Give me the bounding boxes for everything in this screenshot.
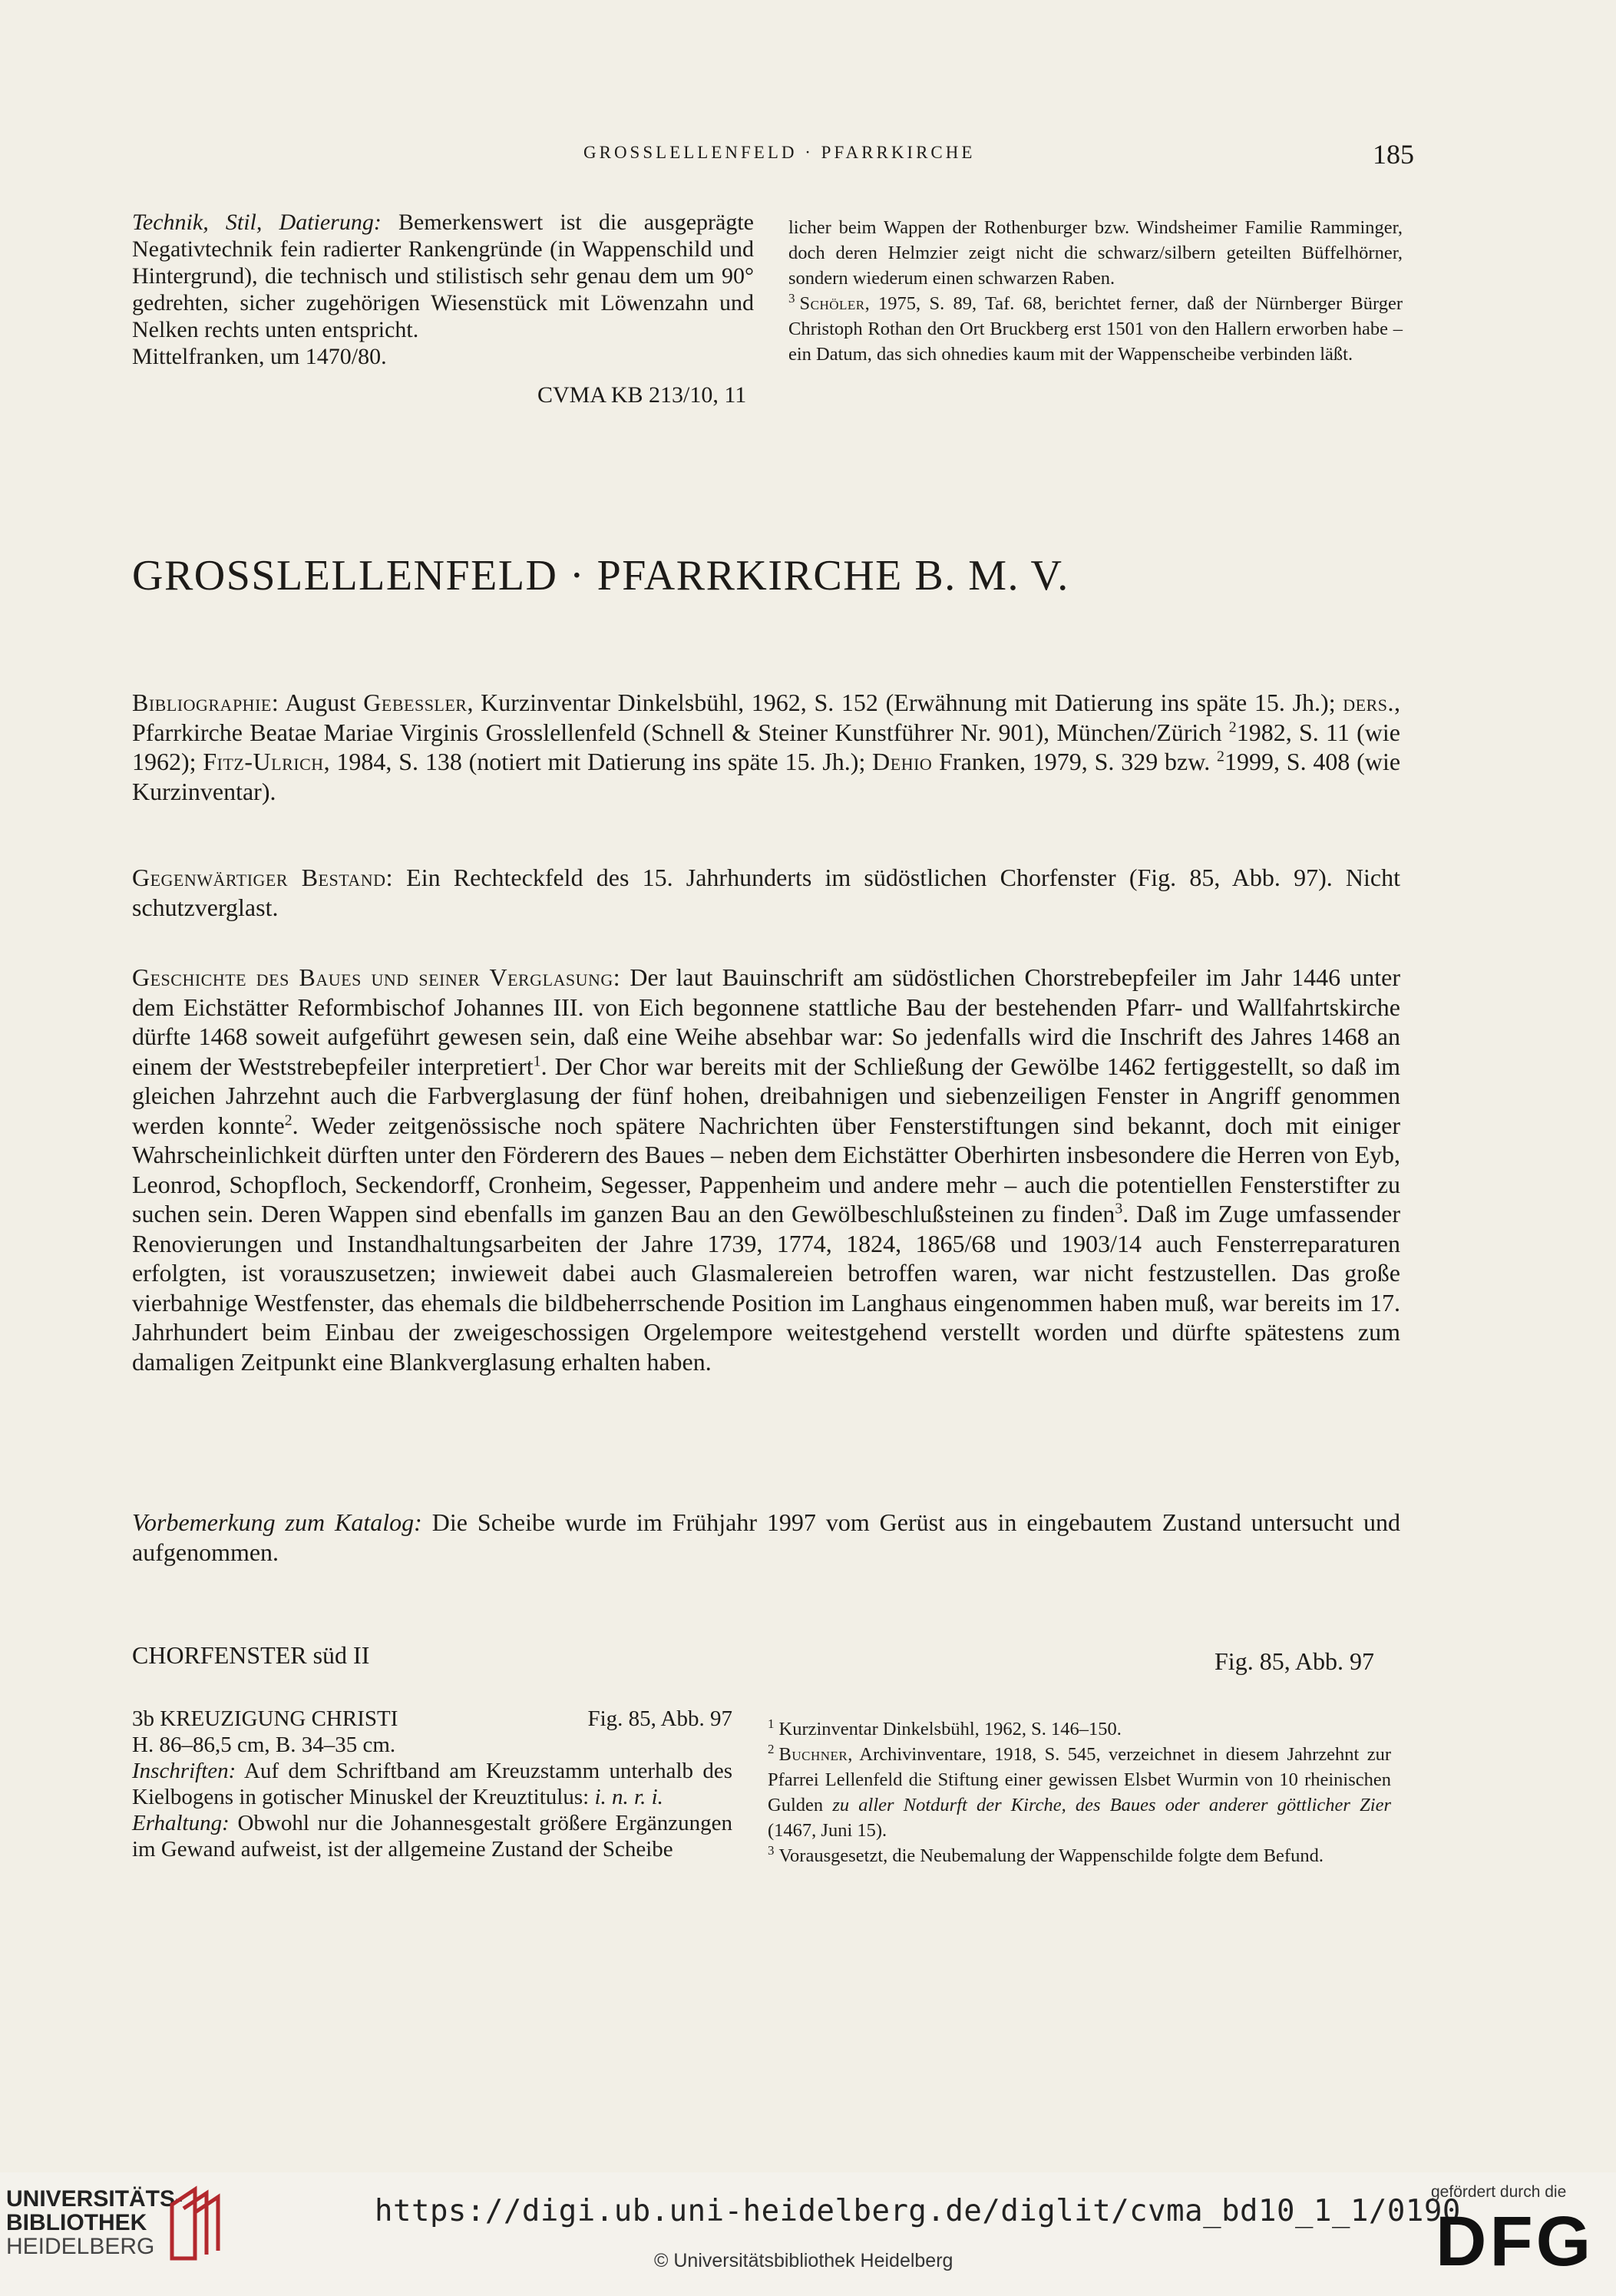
copyright-notice: © Universitätsbibliothek Heidelberg — [654, 2250, 953, 2271]
panel-dimensions: H. 86–86,5 cm, B. 34–35 cm. — [132, 1733, 396, 1757]
bibliography-paragraph: Bibliographie: August Gebessler, Kurzinventar Dinkelsbühl, 1962, S. 152 (Erwähnung mit Datierung ins späte 15. Jh.); ders., Pfarrkirche Beatae Mariae Virginis Grosslellenfeld (Schnell & Steiner Kunstführer Nr. 901), München/Zürich $^2$1982, S. 11 (wie 1962); Fitz-Ulrich, 1984, S. 138 (notiert mit Datierung ins späte 15. Jh.); Dehio Franken, 1979, S. 329 bzw. $^2$1999, S. 408 (wie Kurzinventar). — [132, 689, 1401, 805]
footnote-continuation: licher beim Wappen der Rothenburger bzw. Windsheimer Familie Ramminger, doch deren Helmzier zeigt nicht die schwarz/silbern geteilten Büffelhörner, sondern wiederum einen schwarzen Raben. — [788, 217, 1403, 289]
technik-section — [132, 209, 754, 370]
page-number: 185 — [1373, 139, 1414, 170]
footnote-1: $^1$ Kurzinventar Dinkelsbühl, 1962, S. 146–150. — [768, 1716, 1122, 1739]
panel-figure-reference: Fig. 85, Abb. 97 — [587, 1706, 732, 1731]
panel-title: 3b KREUZIGUNG CHRISTI — [132, 1706, 398, 1731]
dfg-caption: gefördert durch die — [1431, 2183, 1567, 2201]
window-figure-reference: Fig. 85, Abb. 97 — [1214, 1647, 1375, 1675]
dating-text: Mittelfranken, um 1470/80. — [132, 344, 387, 369]
panel-entry — [132, 1706, 732, 1862]
footnote-2: $^2$ Buchner, Archivinventare, 1918, S. 545, verzeichnet in diesem Jahrzehnt zur Pfarrei Lellenfeld die Stiftung einer gewissen Elsbet Wurmin von 10 rheinischen Gulden zu aller Notdurft der Kirche, des Baues oder anderer göttlicher Zier (1467, Juni 15). — [768, 1741, 1391, 1841]
window-heading: CHORFENSTER süd II — [132, 1641, 370, 1669]
technik-text: Bemerkenswert ist die ausgeprägte Negativtechnik fein radierter Rankengründe (in Wappenschild und Hintergrund), die technisch und stilistisch sehr genau dem um 90° gedrehten, sicher zugehörigen Wiesenstück mit Löwenzahn und Nelken rechts unten entspricht. — [132, 210, 754, 342]
ub-heidelberg-wordmark[interactable]: UNIVERSITÄTS- BIBLIOTHEK HEIDELBERG — [6, 2186, 183, 2259]
permalink-url[interactable]: https://digi.ub.uni-heidelberg.de/diglit/cvma_bd10_1_1/0190 — [375, 2194, 1461, 2228]
vorbemerkung-paragraph: Vorbemerkung zum Katalog: Die Scheibe wurde im Frühjahr 1997 vom Gerüst aus in eingebautem Zustand untersucht und aufgenommen. — [132, 1508, 1401, 1566]
panel-condition: Erhaltung: Obwohl nur die Johannesgestalt größere Ergänzungen im Gewand aufweist, ist der allgemeine Zustand der Scheibe — [132, 1811, 732, 1862]
top-footnotes — [788, 215, 1403, 367]
footer-bar — [0, 2172, 1616, 2296]
running-head: GROSSLELLENFELD · PFARRKIRCHE — [583, 143, 976, 162]
dfg-logo[interactable]: DFG — [1436, 2202, 1595, 2281]
panel-inscriptions: Inschriften: Auf dem Schriftband am Kreuzstamm unterhalb des Kielbogens in gotischer Minuskel der Kreuztitulus: i. n. r. i. — [132, 1759, 732, 1809]
bottom-footnotes — [768, 1716, 1391, 1868]
main-heading: GROSSLELLENFELD · PFARRKIRCHE B. M. V. — [132, 552, 1069, 600]
cvma-reference: CVMA KB 213/10, 11 — [537, 382, 747, 408]
technik-label: Technik, Stil, Datierung: — [132, 210, 382, 235]
ub-logo-icon[interactable] — [157, 2182, 233, 2266]
footnote-3: $^3$ Vorausgesetzt, die Neubemalung der Wappenschilde folgte dem Befund. — [768, 1842, 1324, 1866]
geschichte-paragraph: Geschichte des Baues und seiner Verglasung: Der laut Bauinschrift am südöstlichen Chorstrebepfeiler im Jahr 1446 unter dem Eichstätter Reformbischof Johannes III. von Eich begonnene stattliche Bau der bestehenden Pfarr- und Wallfahrtskirche dürfte 1468 soweit aufgeführt gewesen sein, daß eine Weihe absehbar war: So jedenfalls wird die Inschrift des Jahres 1468 an einem der Weststrebepfeiler interpretiert$^1$. Der Chor war bereits mit der Schließung der Gewölbe 1462 fertiggestellt, so daß im gleichen Jahrzehnt auch die Farbverglasung der fünf hohen, dreibahnigen und siebenzeiligen Fenster in Angriff genommen werden konnte$^2$. Weder zeitgenössische noch spätere Nachrichten über Fensterstiftungen sind bekannt, doch mit einiger Wahrscheinlichkeit dürften unter den Förderern des Baues – neben dem Eichstätter Oberhirten insbesondere die Herren von Eyb, Leonrod, Schopfloch, Seckendorff, Cronheim, Segesser, Pappenheim und andere mehr – auch die potentiellen Fensterstifter zu suchen sein. Deren Wappen sind ebenfalls im ganzen Bau an den Gewölbeschlußsteinen zu finden$^3$. Daß im Zuge umfassender Renovierungen und Instandhaltungsarbeiten der Jahre 1739, 1774, 1824, 1865/68 und 1903/14 auch Fensterreparaturen erfolgten, ist vorauszusetzen; inwieweit dabei auch Glasmalereien betroffen waren, war nicht festzustellen. Das große vierbahnige Westfenster, das ehemals die bildbeherrschende Position im Langhaus eingenommen haben muß, war bereits im 17. Jahrhundert beim Einbau der zweigeschossigen Orgelempore weitestgehend verstellt worden und dürfte spätestens zum damaligen Zeitpunkt eine Blankverglasung erhalten haben. — [132, 963, 1401, 1376]
footnote-3-top: $^3$ Schöler, 1975, S. 89, Taf. 68, berichtet ferner, daß der Nürnberger Bürger Christoph Rothan den Ort Bruckberg erst 1501 von den Hallern erworben habe – ein Datum, das sich ohnedies kaum mit der Wappenscheibe verbinden läßt. — [788, 290, 1403, 365]
bestand-paragraph: Gegenwärtiger Bestand: Ein Rechteckfeld des 15. Jahrhunderts im südöstlichen Chorfenster (Fig. 85, Abb. 97). Nicht schutzverglast. — [132, 864, 1401, 921]
